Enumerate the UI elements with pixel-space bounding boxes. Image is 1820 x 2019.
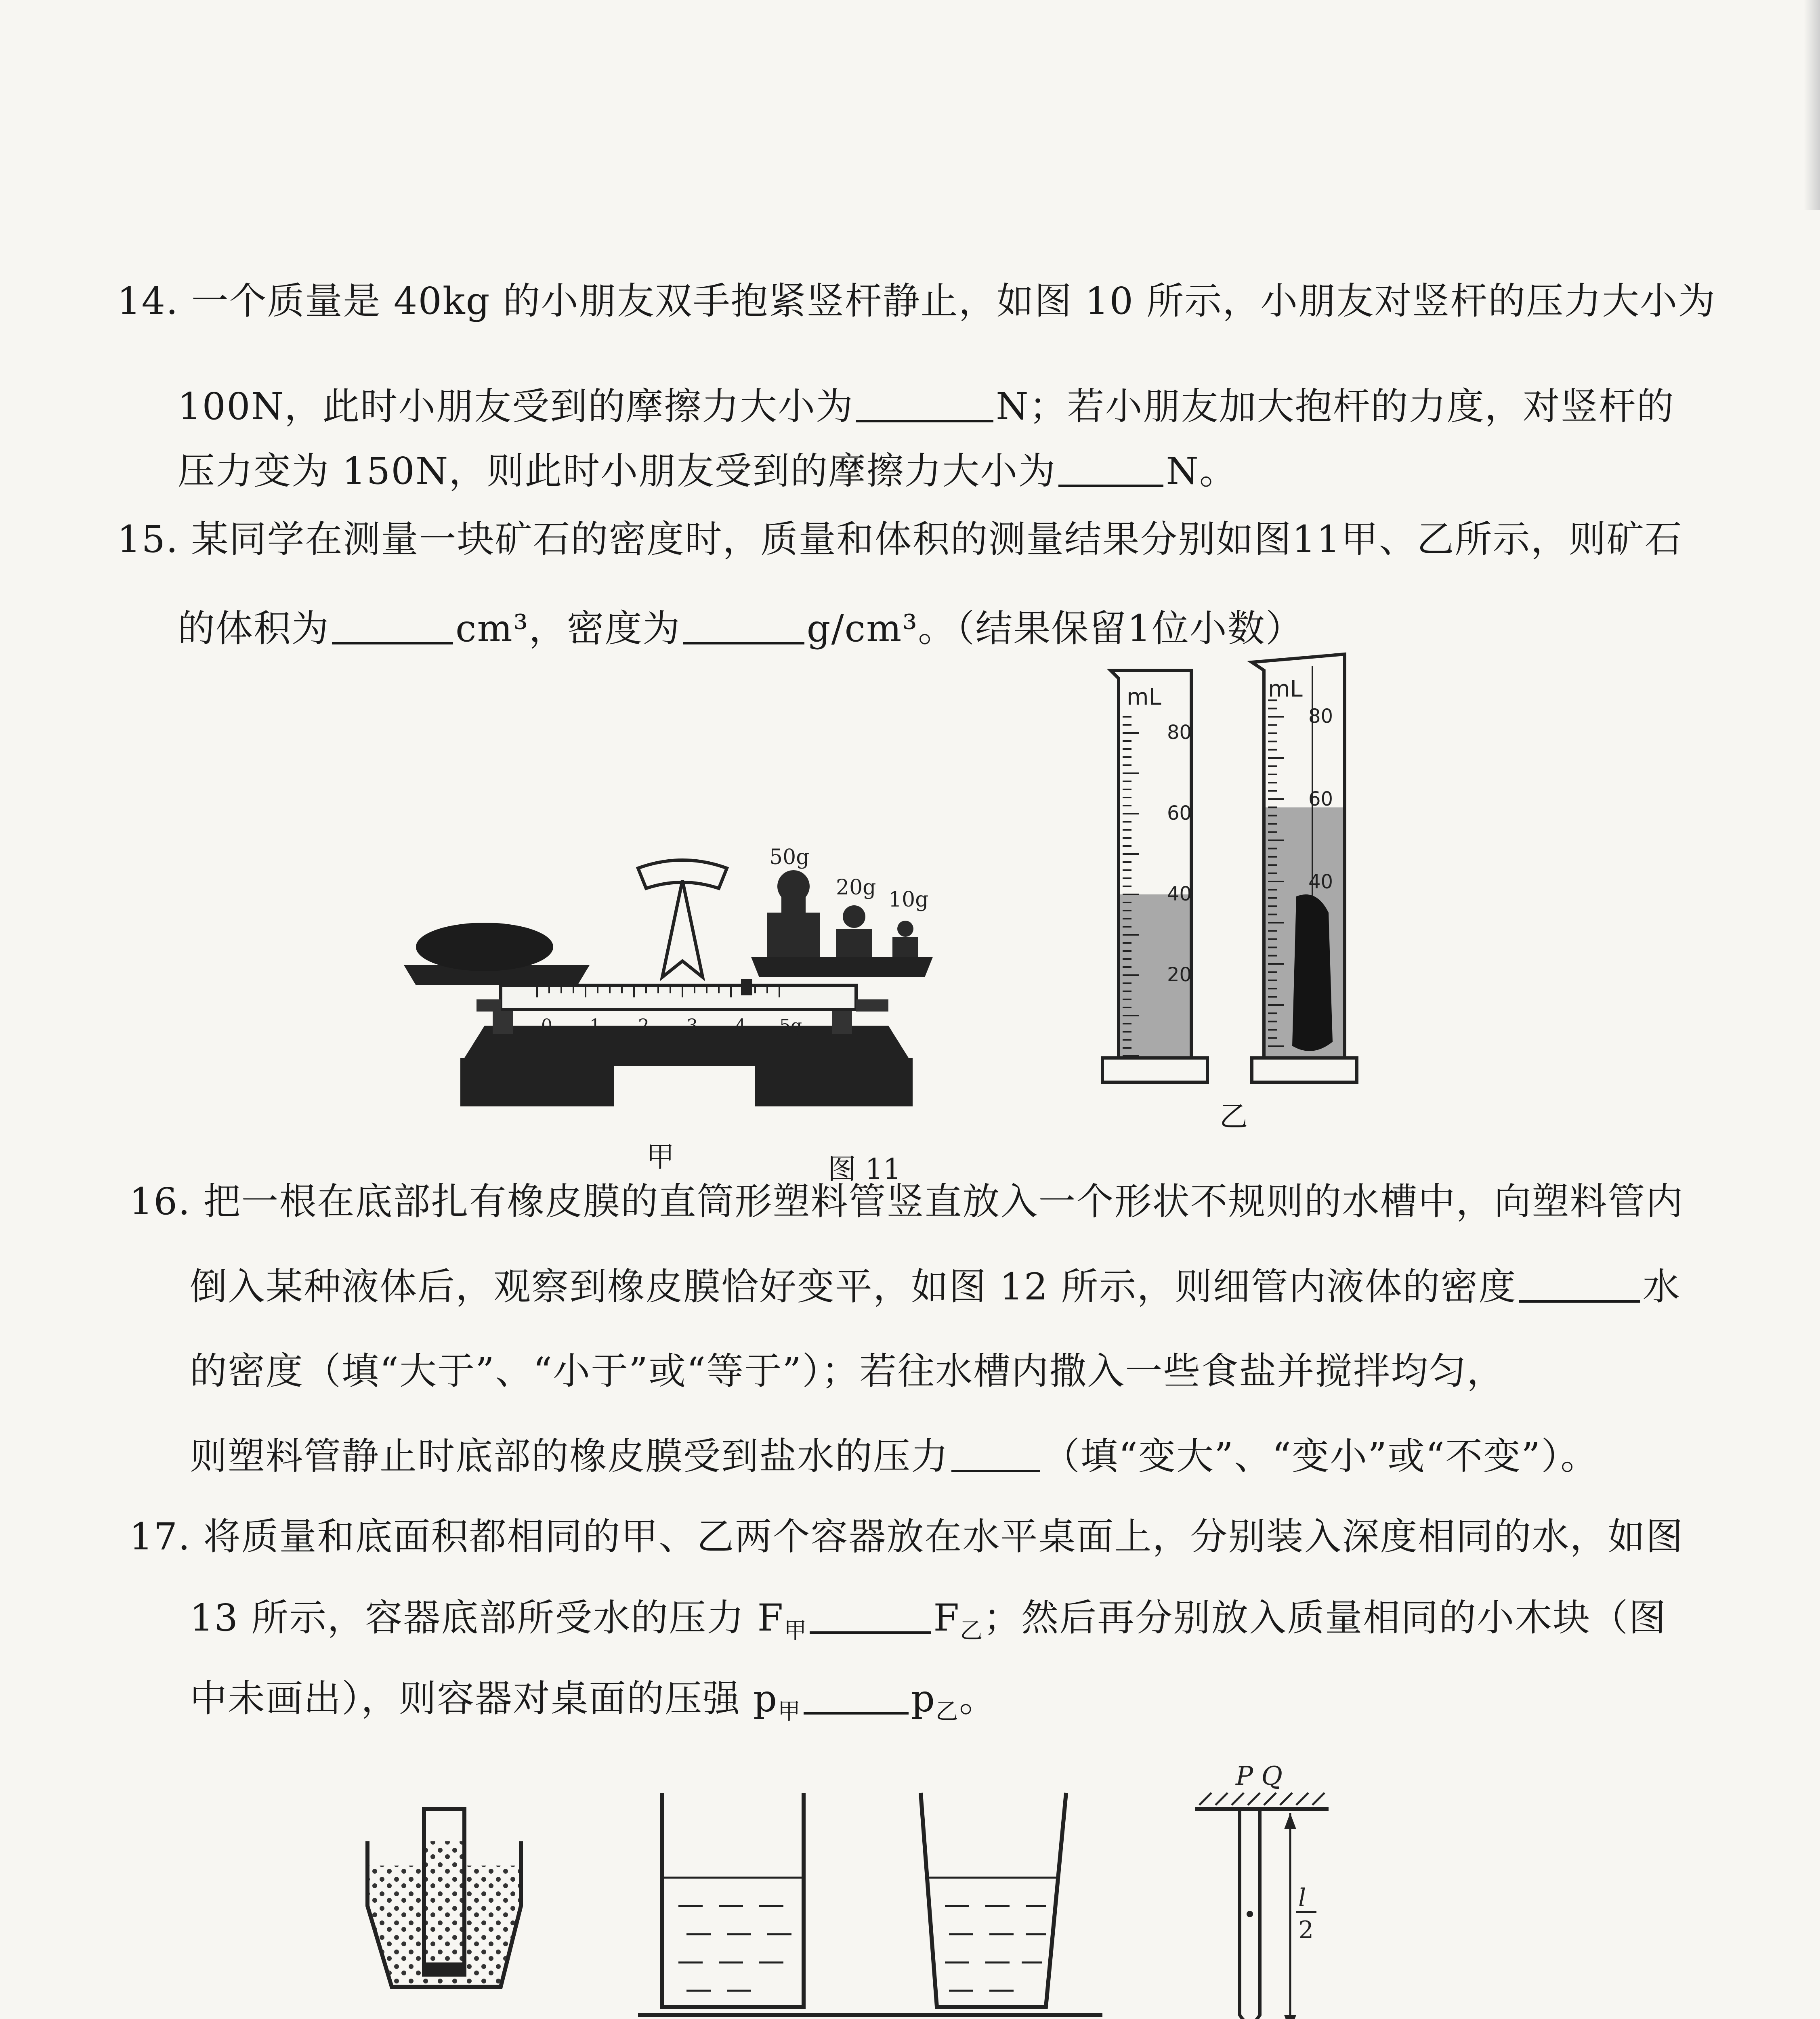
half-length-numerator: l <box>1298 1884 1306 1912</box>
scale-label-4: 4 <box>735 1016 746 1036</box>
q17-text-f: 。 <box>959 1677 997 1720</box>
container-yi-water <box>945 1906 1046 1991</box>
q16-line1: 16. 把一根在底部扎有橡皮膜的直筒形塑料管竖直放入一个形状不规则的水槽中，向塑料管内 <box>129 1180 1684 1223</box>
tube-liquid <box>426 1841 462 1962</box>
q14-blank-2[interactable] <box>1058 452 1163 487</box>
center-of-mass-dot <box>1247 1911 1253 1917</box>
cylinder-b-tick-60: 60 <box>1308 788 1333 810</box>
cylinder-a-unit: mL <box>1127 684 1161 710</box>
q17-sub-jia-2: 甲 <box>778 1698 802 1725</box>
weight-20g <box>836 905 872 957</box>
q17-line1: 17. 将质量和底面积都相同的甲、乙两个容器放在水平桌面上，分别装入深度相同的水，如图 <box>129 1515 1684 1558</box>
cylinder-a-base <box>1102 1058 1207 1082</box>
q14-line2 <box>178 385 1675 428</box>
q17-text-a: 13 所示，容器底部所受水的压力 F <box>190 1596 784 1639</box>
cylinder-a-tick-60: 60 <box>1167 802 1192 825</box>
container-jia <box>662 1793 804 2007</box>
weight-label-50g: 50g <box>769 845 810 869</box>
q14-line3 <box>178 449 1237 493</box>
right-pan <box>751 957 933 977</box>
figure-12 <box>343 1817 545 2019</box>
figure-13 <box>638 1785 1123 2019</box>
balance-rider <box>741 979 752 995</box>
figure-11-balance <box>388 670 953 1114</box>
pointer <box>662 880 703 977</box>
rubber-membrane <box>424 1962 464 1975</box>
cylinder-b <box>1252 654 1357 1082</box>
q14-line1: 14. 一个质量是 40kg 的小朋友双手抱紧竖杆静止，如图 10 所示，小朋友对竖杆的压力大小为 <box>117 279 1716 323</box>
figure-14 <box>1191 1761 1353 2019</box>
rope-top-label: P Q <box>1236 1761 1283 1791</box>
q15-text-a: 的体积为 <box>178 607 330 650</box>
cylinder-a-tick-80: 80 <box>1167 721 1192 744</box>
q14-text-c: 压力变为 150N，则此时小朋友受到的摩擦力大小为 <box>178 449 1056 493</box>
q17-line3 <box>190 1677 997 1725</box>
q17-sub-yi: 乙 <box>960 1618 984 1644</box>
cylinder-b-base <box>1252 1058 1357 1082</box>
ore-submerged <box>1292 894 1333 1051</box>
q15-line1: 15. 某同学在测量一块矿石的密度时，质量和体积的测量结果分别如图11甲、乙所示，则矿石 <box>117 518 1683 561</box>
fig11-caption: 图 11 <box>828 1152 901 1186</box>
q17-text-b: F <box>933 1596 960 1639</box>
ceiling-hatch <box>1199 1793 1325 1805</box>
q17-sub-yi-2: 乙 <box>936 1698 959 1725</box>
q17-blank-2[interactable] <box>804 1680 909 1715</box>
scale-label-1: 1 <box>590 1016 601 1036</box>
q17-text-d: 中未画出），则容器对桌面的压强 p <box>190 1677 778 1720</box>
weight-50g <box>767 870 820 957</box>
q15-blank-2[interactable] <box>683 610 804 644</box>
container-jia-water <box>678 1906 791 1991</box>
q16-text-c: 则塑料管静止时底部的橡皮膜受到盐水的压力 <box>190 1435 949 1478</box>
cylinder-a <box>1102 670 1207 1082</box>
scale-label-2: 2 <box>638 1016 649 1036</box>
fig11-label-yi: 乙 <box>1220 1100 1248 1133</box>
weight-label-20g: 20g <box>836 875 876 900</box>
q15-text-b: cm³，密度为 <box>456 607 681 650</box>
ore-rock <box>416 923 553 971</box>
q15-line2 <box>178 607 1304 650</box>
balance-beam <box>501 985 856 1010</box>
weight-label-10g: 10g <box>888 888 929 912</box>
q15-blank-1[interactable] <box>332 610 453 644</box>
q16-line3: 的密度（填“大于”、“小于”或“等于”）；若往水槽内撒入一些食盐并搅拌均匀， <box>190 1349 1505 1393</box>
q14-blank-1[interactable] <box>856 388 993 422</box>
q16-line2 <box>190 1265 1681 1308</box>
cylinder-b-tick-80: 80 <box>1308 705 1333 728</box>
q17-line2 <box>190 1596 1667 1644</box>
q17-sub-jia: 甲 <box>784 1618 808 1644</box>
q15-text-c: g/cm³。（结果保留1位小数） <box>806 607 1304 650</box>
q16-text-d: （填“变大”、“变小”或“不变”）。 <box>1043 1435 1599 1478</box>
cylinder-b-tick-40: 40 <box>1308 871 1333 893</box>
scale-label-0: 0 <box>541 1016 552 1036</box>
scale-label-3: 3 <box>686 1016 698 1036</box>
cylinder-a-tick-20: 20 <box>1167 963 1192 986</box>
q17-text-c: ；然后再分别放入质量相同的小木块（图 <box>983 1596 1667 1639</box>
container-yi <box>921 1793 1066 2007</box>
q16-blank-2[interactable] <box>951 1438 1040 1472</box>
q14-text-d: N。 <box>1166 449 1237 493</box>
page-edge-shadow <box>1804 0 1820 210</box>
half-length-denominator: 2 <box>1298 1916 1314 1944</box>
q17-blank-1[interactable] <box>810 1599 931 1634</box>
fig11-label-jia: 甲 <box>646 1140 674 1173</box>
q14-text-a: 100N，此时小朋友受到的摩擦力大小为 <box>178 385 854 428</box>
cylinder-a-tick-40: 40 <box>1167 883 1192 905</box>
cylinder-b-unit: mL <box>1268 676 1303 702</box>
figure-11-cylinders <box>1090 646 1381 1102</box>
q16-text-a: 倒入某种液体后，观察到橡皮膜恰好变平，如图 12 所示，则细管内液体的密度 <box>190 1265 1517 1308</box>
q16-blank-1[interactable] <box>1519 1268 1640 1303</box>
q14-text-b: N；若小朋友加大抱杆的力度，对竖杆的 <box>996 385 1675 428</box>
q16-text-b: 水 <box>1642 1265 1681 1308</box>
q16-line4 <box>190 1435 1599 1478</box>
weight-10g <box>892 921 918 957</box>
scale-label-5: 5g <box>779 1016 802 1036</box>
q17-text-e: p <box>911 1677 936 1720</box>
